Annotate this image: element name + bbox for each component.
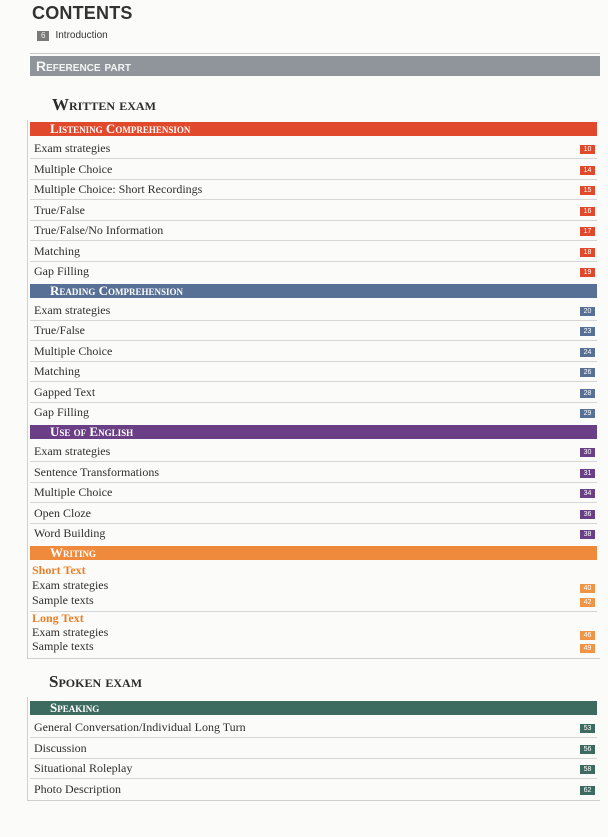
page-number: 34: [580, 489, 595, 498]
toc-label: Exam strategies: [34, 444, 111, 458]
toc-label[interactable]: Sample texts: [32, 593, 94, 607]
toc-label: Photo Description: [34, 782, 121, 796]
page-number: 14: [580, 166, 595, 175]
reference-part-bar: Reference part: [30, 56, 600, 76]
toc-row[interactable]: [30, 320, 597, 341]
toc-label: Multiple Choice: Short Recordings: [34, 182, 203, 196]
toc-label[interactable]: Sample texts: [32, 639, 94, 653]
toc-row[interactable]: [30, 300, 597, 321]
toc-label: Gap Filling: [34, 405, 90, 419]
writing-section-bar: Writing: [30, 546, 597, 560]
toc-label: Gapped Text: [34, 385, 96, 399]
intro-entry[interactable]: [37, 30, 108, 41]
toc-row[interactable]: [30, 179, 597, 200]
toc-row[interactable]: [30, 341, 597, 362]
page-number: 58: [580, 765, 595, 774]
toc-label[interactable]: Exam strategies: [32, 625, 109, 639]
toc-label: Sentence Transformations: [34, 465, 159, 479]
toc-label: Multiple Choice: [34, 162, 113, 176]
page-number: 19: [580, 268, 595, 277]
toc-row[interactable]: [30, 441, 597, 462]
page-number: 26: [580, 368, 595, 377]
toc-row[interactable]: [30, 138, 597, 159]
intro-label: Introduction: [55, 30, 108, 41]
toc-label: Multiple Choice: [34, 344, 113, 358]
speaking-section-bar: Speaking: [30, 701, 597, 715]
toc-row[interactable]: [30, 503, 597, 524]
toc-label: Exam strategies: [34, 141, 111, 155]
toc-label: True/False/No Information: [34, 223, 164, 237]
toc-row[interactable]: [30, 523, 597, 543]
page-number: 29: [580, 409, 595, 418]
toc-label: Matching: [34, 364, 80, 378]
toc-label: Multiple Choice: [34, 485, 113, 499]
short-text-heading: Short Text: [32, 563, 86, 577]
toc-row[interactable]: [30, 402, 597, 422]
toc-label: True/False: [34, 323, 85, 337]
page-number: 23: [580, 327, 595, 336]
toc-label: Exam strategies: [34, 303, 111, 317]
writing-divider: [30, 592, 597, 612]
toc-label[interactable]: Exam strategies: [32, 578, 109, 592]
page-number: 31: [580, 469, 595, 478]
page-number: 46: [580, 631, 595, 640]
toc-label: Discussion: [34, 741, 87, 755]
toc-label: True/False: [34, 203, 85, 217]
intro-page-number: 6: [37, 31, 49, 41]
page-number: 62: [580, 786, 595, 795]
written-exam-title: Written exam: [52, 95, 156, 114]
page-number: 18: [580, 248, 595, 257]
spoken-exam-title: Spoken exam: [49, 672, 143, 691]
toc-label: Gap Filling: [34, 264, 90, 278]
use-of-english-section-bar: Use of English: [30, 425, 597, 439]
toc-row[interactable]: [30, 159, 597, 180]
toc-row[interactable]: [30, 482, 597, 503]
page-number: 53: [580, 724, 595, 733]
page-number: 40: [580, 584, 595, 593]
page-number: 10: [580, 145, 595, 154]
toc-row[interactable]: [30, 779, 597, 799]
toc-row[interactable]: [30, 717, 597, 738]
page-number: 20: [580, 307, 595, 316]
toc-row[interactable]: [30, 220, 597, 241]
toc-label: Word Building: [34, 526, 106, 540]
toc-row[interactable]: [30, 758, 597, 779]
page-number: 49: [580, 644, 595, 653]
listening-section-bar: Listening Comprehension: [30, 122, 597, 136]
page-number: 30: [580, 448, 595, 457]
page-number: 17: [580, 227, 595, 236]
top-divider: [30, 53, 600, 54]
toc-row[interactable]: [30, 200, 597, 221]
page-number: 24: [580, 348, 595, 357]
toc-row[interactable]: [30, 462, 597, 483]
toc-label: Situational Roleplay: [34, 761, 133, 775]
long-text-heading: Long Text: [32, 611, 84, 625]
page-title: CONTENTS: [32, 3, 133, 23]
page-number: 42: [580, 598, 595, 607]
page-number: 36: [580, 510, 595, 519]
toc-row[interactable]: [30, 261, 597, 281]
reading-section-bar: Reading Comprehension: [30, 284, 597, 298]
toc-label: Open Cloze: [34, 506, 91, 520]
page-number: 56: [580, 745, 595, 754]
page-number: 15: [580, 186, 595, 195]
toc-label: Matching: [34, 244, 80, 258]
toc-row[interactable]: [30, 738, 597, 759]
toc-row[interactable]: [30, 361, 597, 382]
toc-label: General Conversation/Individual Long Turn: [34, 720, 246, 734]
page-number: 38: [580, 530, 595, 539]
page-number: 16: [580, 207, 595, 216]
toc-row[interactable]: [30, 382, 597, 403]
toc-row[interactable]: [30, 241, 597, 262]
page-number: 28: [580, 389, 595, 398]
